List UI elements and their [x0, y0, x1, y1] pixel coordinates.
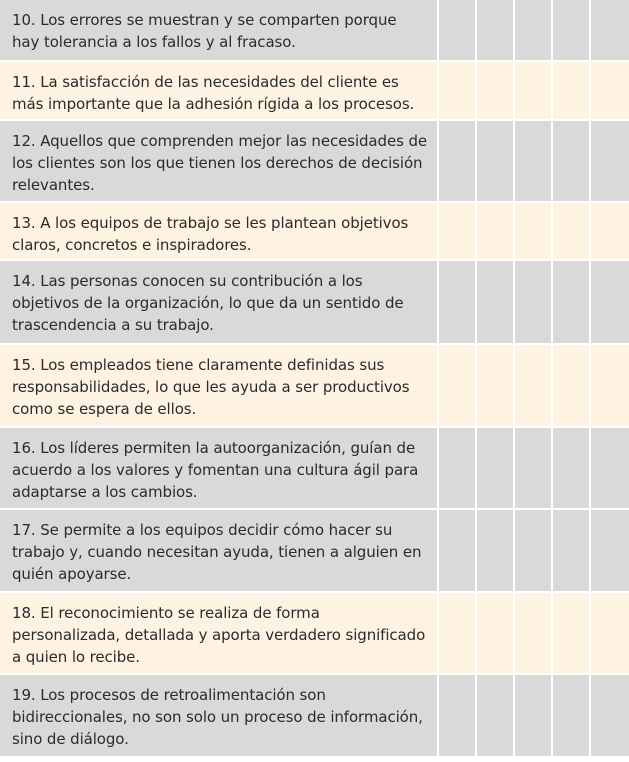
rating-cell-3[interactable] — [513, 0, 551, 60]
statement-text: 18. El reconocimiento se realiza de forma personalizada, detallada y aporta verdadero significado a quien lo recibe. — [0, 593, 437, 673]
rating-cell-4[interactable] — [551, 203, 589, 259]
rating-cell-3[interactable] — [513, 428, 551, 508]
rating-cell-2[interactable] — [475, 428, 513, 508]
statement-row-14 — [0, 261, 629, 345]
statement-text: 12. Aquellos que comprenden mejor las necesidades de los clientes son los que tienen los derechos de decisión relevantes. — [0, 121, 437, 201]
statement-row-17 — [0, 510, 629, 593]
rating-cell-1[interactable] — [437, 203, 475, 259]
rating-cell-4[interactable] — [551, 675, 589, 756]
rating-cell-3[interactable] — [513, 203, 551, 259]
statement-row-13 — [0, 203, 629, 261]
rating-cell-1[interactable] — [437, 261, 475, 343]
statement-text: 13. A los equipos de trabajo se les plantean objetivos claros, concretos e inspiradores. — [0, 203, 437, 259]
rating-cell-3[interactable] — [513, 510, 551, 591]
rating-cell-4[interactable] — [551, 261, 589, 343]
statement-text: 11. La satisfacción de las necesidades del cliente es más importante que la adhesión rígida a los procesos. — [0, 62, 437, 119]
rating-cell-2[interactable] — [475, 203, 513, 259]
rating-cell-1[interactable] — [437, 593, 475, 673]
statement-row-10 — [0, 0, 629, 62]
rating-cell-3[interactable] — [513, 62, 551, 119]
rating-cell-5[interactable] — [589, 428, 627, 508]
rating-cell-1[interactable] — [437, 121, 475, 201]
rating-cell-5[interactable] — [589, 261, 627, 343]
statement-row-12 — [0, 121, 629, 203]
rating-cell-5[interactable] — [589, 203, 627, 259]
rating-cell-2[interactable] — [475, 345, 513, 426]
statement-text: 10. Los errores se muestran y se comparten porque hay tolerancia a los fallos y al fracaso. — [0, 0, 437, 60]
rating-cell-1[interactable] — [437, 0, 475, 60]
rating-cell-5[interactable] — [589, 510, 627, 591]
rating-cell-5[interactable] — [589, 121, 627, 201]
rating-cell-2[interactable] — [475, 675, 513, 756]
statement-row-15 — [0, 345, 629, 428]
rating-cell-3[interactable] — [513, 345, 551, 426]
statement-text: 19. Los procesos de retroalimentación son bidireccionales, no son solo un proceso de información, sino de diálogo. — [0, 675, 437, 756]
rating-cell-2[interactable] — [475, 121, 513, 201]
rating-cell-1[interactable] — [437, 675, 475, 756]
rating-cell-3[interactable] — [513, 593, 551, 673]
rating-cell-2[interactable] — [475, 62, 513, 119]
rating-cell-4[interactable] — [551, 62, 589, 119]
statement-text: 17. Se permite a los equipos decidir cómo hacer su trabajo y, cuando necesitan ayuda, tienen a alguien en quién apoyarse. — [0, 510, 437, 591]
rating-cell-2[interactable] — [475, 0, 513, 60]
statement-text: 14. Las personas conocen su contribución a los objetivos de la organización, lo que da un sentido de trascendencia a su trabajo. — [0, 261, 437, 343]
rating-cell-5[interactable] — [589, 0, 627, 60]
rating-cell-3[interactable] — [513, 261, 551, 343]
statement-text: 16. Los líderes permiten la autoorganización, guían de acuerdo a los valores y fomentan una cultura ágil para adaptarse a los cambios. — [0, 428, 437, 508]
rating-cell-5[interactable] — [589, 62, 627, 119]
statement-text: 15. Los empleados tiene claramente definidas sus responsabilidades, lo que les ayuda a ser productivos como se espera de ellos. — [0, 345, 437, 426]
rating-cell-5[interactable] — [589, 675, 627, 756]
rating-cell-4[interactable] — [551, 121, 589, 201]
rating-cell-5[interactable] — [589, 593, 627, 673]
rating-cell-4[interactable] — [551, 345, 589, 426]
rating-cell-1[interactable] — [437, 510, 475, 591]
statement-row-19 — [0, 675, 629, 758]
rating-cell-2[interactable] — [475, 261, 513, 343]
statement-row-16 — [0, 428, 629, 510]
rating-cell-1[interactable] — [437, 428, 475, 508]
rating-cell-4[interactable] — [551, 510, 589, 591]
rating-cell-4[interactable] — [551, 593, 589, 673]
rating-cell-3[interactable] — [513, 121, 551, 201]
rating-cell-5[interactable] — [589, 345, 627, 426]
rating-cell-4[interactable] — [551, 428, 589, 508]
rating-cell-1[interactable] — [437, 345, 475, 426]
rating-cell-1[interactable] — [437, 62, 475, 119]
rating-cell-3[interactable] — [513, 675, 551, 756]
statement-row-11 — [0, 62, 629, 121]
rating-cell-2[interactable] — [475, 510, 513, 591]
statement-row-18 — [0, 593, 629, 675]
rating-cell-2[interactable] — [475, 593, 513, 673]
rating-cell-4[interactable] — [551, 0, 589, 60]
